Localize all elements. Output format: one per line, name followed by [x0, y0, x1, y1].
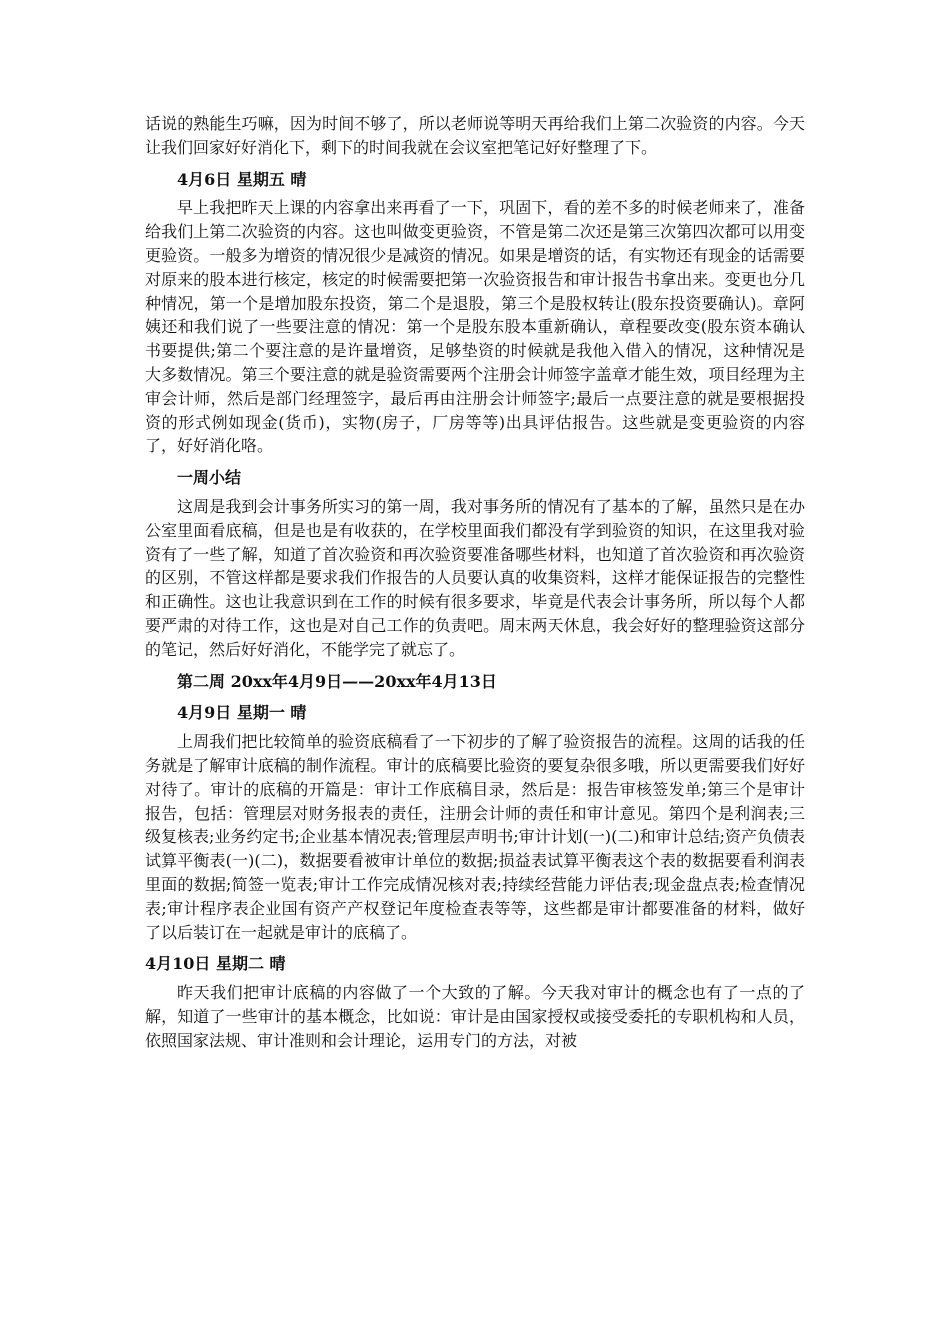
diary-date-heading: 4月10日 星期二 晴 [145, 954, 286, 974]
diary-date-heading: 4月9日 星期一 晴 [177, 703, 307, 723]
document-page [145, 112, 805, 1052]
week-range-heading: 第二周 20xx年4月9日——20xx年4月13日 [177, 671, 497, 691]
paragraph-body: 上周我们把比较简单的验资底稿看了一下初步的了解了验资报告的流程。这周的话我的任务就是了解审计底稿的制作流程。审计的底稿要比验资的要复杂很多哦，所以更需要我们好好对待了。审计的底稿的开篇是：审计工作底稿目录，然后是：报告审核签发单;第三个是审计报告，包括：管理层对财务报表的责任，注册会计师的责任和审计意见。第四个是利润表;三级复核表;业务约定书;企业基本情况表;管理层声明书;审计计划(一)(二)和审计总结;资产负债表试算平衡表(一)(二)，数据要看被审计单位的数据;损益表试算平衡表这个表的数据要看利润表里面的数据;简签一览表;审计工作完成情况核对表;持续经营能力评估表;现金盘点表;检查情况表;审计程序表企业国有资产产权登记年度检查表等等，这些都是审计都要准备的材料，做好了以后装订在一起就是审计的底稿了。 [145, 732, 805, 942]
weekly-summary-heading: 一周小结 [177, 468, 242, 488]
diary-date-heading: 4月6日 星期五 晴 [177, 169, 307, 189]
paragraph-body: 昨天我们把审计底稿的内容做了一个大致的了解。今天我对审计的概念也有了一点的了解，知道了一些审计的基本概念，比如说：审计是由国家授权或接受委托的专职机构和人员，依照国家法规、审计准则和会计理论，运用专门的方法，对被 [145, 983, 805, 1050]
paragraph-continuation: 话说的熟能生巧嘛，因为时间不够了，所以老师说等明天再给我们上第二次验资的内容。今天让我们回家好好消化下，剩下的时间我就在会议室把笔记好好整理了下。 [145, 114, 805, 157]
paragraph-body: 早上我把昨天上课的内容拿出来再看了一下，巩固下，看的差不多的时候老师来了，准备给我们上第二次验资的内容。这也叫做变更验资，不管是第二次还是第三次第四次都可以用变更验资。一般多为增资的情况很少是减资的情况。如果是增资的话，有实物还有现金的话需要对原来的股本进行核定，核定的时候需要把第一次验资报告和审计报告书拿出来。变更也分几种情况，第一个是增加股东投资，第二个是退股，第三个是股权转让(股东投资要确认)。章阿姨还和我们说了一些要注意的情况：第一个是股东股本重新确认，章程要改变(股东资本确认书要提供;第二个要注意的是许量增资，足够垫资的时候就是我他入借入的情况，这种情况是大多数情况。第三个要注意的就是验资需要两个注册会计师签字盖章才能生效，项目经理为主审会计师，然后是部门经理签字，最后再由注册会计师签字;最后一点要注意的就是要根据投资的形式例如现金(货币)，实物(房子，厂房等等)出具评估报告。这些就是变更验资的内容了，好好消化咯。 [145, 198, 805, 456]
paragraph-body: 这周是我到会计事务所实习的第一周，我对事务所的情况有了基本的了解，虽然只是在办公室里面看底稿，但是也是有收获的，在学校里面我们都没有学到验资的知识，在这里我对验资有了一些了解，知道了首次验资和再次验资要准备哪些材料，也知道了首次验资和再次验资的区别，不管这样都是要求我们作报告的人员要认真的收集资料，这样才能保证报告的完整性和正确性。这也让我意识到在工作的时候有很多要求，毕竟是代表会计事务所，所以每个人都要严肃的对待工作，这也是对自己工作的负责吧。周末两天休息，我会好好的整理验资这部分的笔记，然后好好消化，不能学完了就忘了。 [145, 496, 805, 659]
